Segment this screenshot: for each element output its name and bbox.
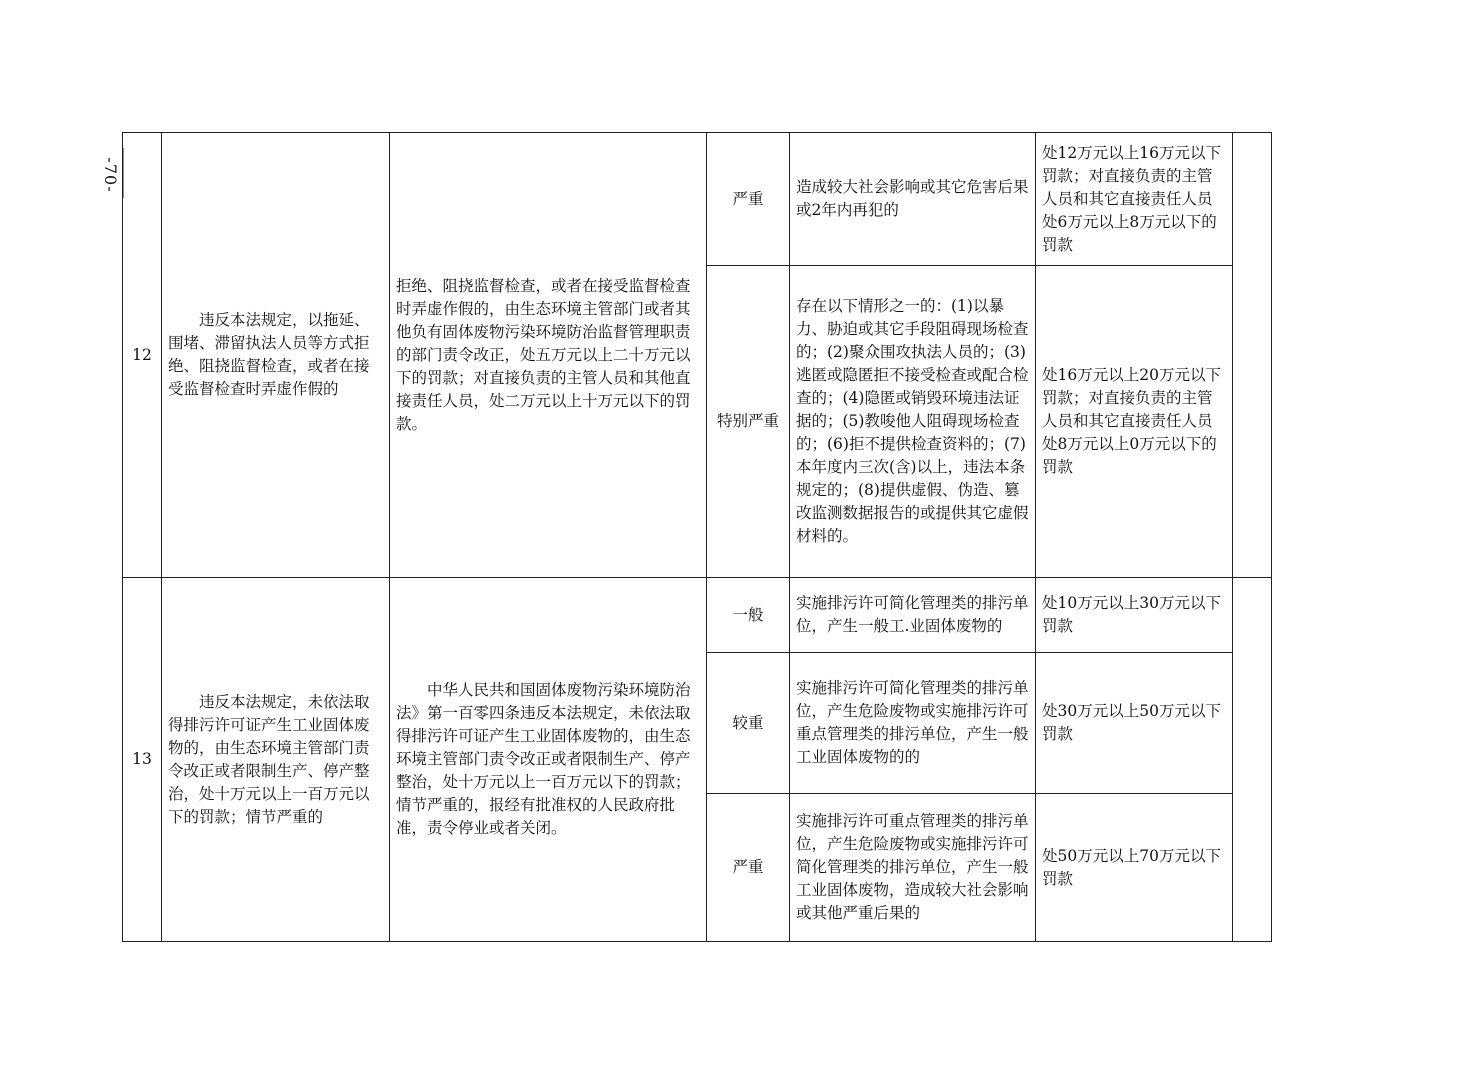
- violation-situation: 造成较大社会影响或其它危害后果或2年内再犯的: [790, 133, 1036, 266]
- item-number: 12: [123, 133, 162, 578]
- violation-description: 违反本法规定，以拖延、围堵、滞留执法人员等方式拒绝、阻挠监督检查，或者在接受监督检查时弄虚作假的: [162, 133, 390, 578]
- violation-situation: 实施排污许可简化管理类的排污单位，产生危险废物或实施排污许可重点管理类的排污单位，产生一般工业固体废物的的: [790, 653, 1036, 794]
- severity-level: 严重: [707, 133, 790, 266]
- violation-description: 违反本法规定，未依法取得排污许可证产生工业固体废物的，由生态环境主管部门责令改正或者限制生产、停产整治，处十万元以上一百万元以下的罚款；情节严重的: [162, 578, 390, 942]
- legal-basis: 拒绝、阻挠监督检查，或者在接受监督检查时弄虚作假的，由生态环境主管部门或者其他负有固体废物污染环境防治监督管理职责的部门责令改正，处五万元以上二十万元以下的罚款；对直接负责的主管人员和其他直接责任人员，处二万元以上十万元以下的罚款。: [390, 133, 707, 578]
- penalty-standard: 处50万元以上70万元以下罚款: [1036, 794, 1233, 942]
- severity-level: 特别严重: [707, 266, 790, 578]
- table-row: [123, 133, 1272, 266]
- severity-level: 较重: [707, 653, 790, 794]
- remark-cell: [1233, 133, 1272, 578]
- severity-level: 严重: [707, 794, 790, 942]
- severity-level: 一般: [707, 578, 790, 653]
- violation-situation: 存在以下情形之一的：(1)以暴力、胁迫或其它手段阻碍现场检查的；(2)聚众围攻执法人员的；(3)逃匿或隐匿拒不接受检查或配合检查的；(4)隐匿或销毁环境违法证据的；(5)教唆他人阻碍现场检查的；(6)拒不提供检查资料的；(7)本年度内三次(含)以上，违法本条规定的；(8)提供虚假、伪造、篡改监测数据报告的或提供其它虚假材料的。: [790, 266, 1036, 578]
- penalty-standard: 处30万元以上50万元以下罚款: [1036, 653, 1233, 794]
- remark-cell: [1233, 578, 1272, 942]
- penalty-standard: 处12万元以上16万元以下罚款；对直接负责的主管人员和其它直接责任人员处6万元以上8万元以下的罚款: [1036, 133, 1233, 266]
- penalty-standards-table: [122, 132, 1272, 942]
- legal-basis: 中华人民共和国固体废物污染环境防治法》第一百零四条违反本法规定，未依法取得排污许可证产生工业固体废物的，由生态环境主管部门责令改正或者限制生产、停产整治，处十万元以上一百万元以下的罚款；情节严重的，报经有批准权的人民政府批准，责令停业或者关闭。: [390, 578, 707, 942]
- item-number: 13: [123, 578, 162, 942]
- violation-situation: 实施排污许可重点管理类的排污单位，产生危险废物或实施排污许可简化管理类的排污单位，产生一般工业固体废物，造成较大社会影响或其他严重后果的: [790, 794, 1036, 942]
- page-number: -70-: [101, 157, 121, 193]
- penalty-standard: 处10万元以上30万元以下罚款: [1036, 578, 1233, 653]
- table-row: [123, 578, 1272, 653]
- violation-situation: 实施排污许可简化管理类的排污单位，产生一般工.业固体废物的: [790, 578, 1036, 653]
- penalty-standard: 处16万元以上20万元以下罚款；对直接负责的主管人员和其它直接责任人员处8万元以上0万元以下的罚款: [1036, 266, 1233, 578]
